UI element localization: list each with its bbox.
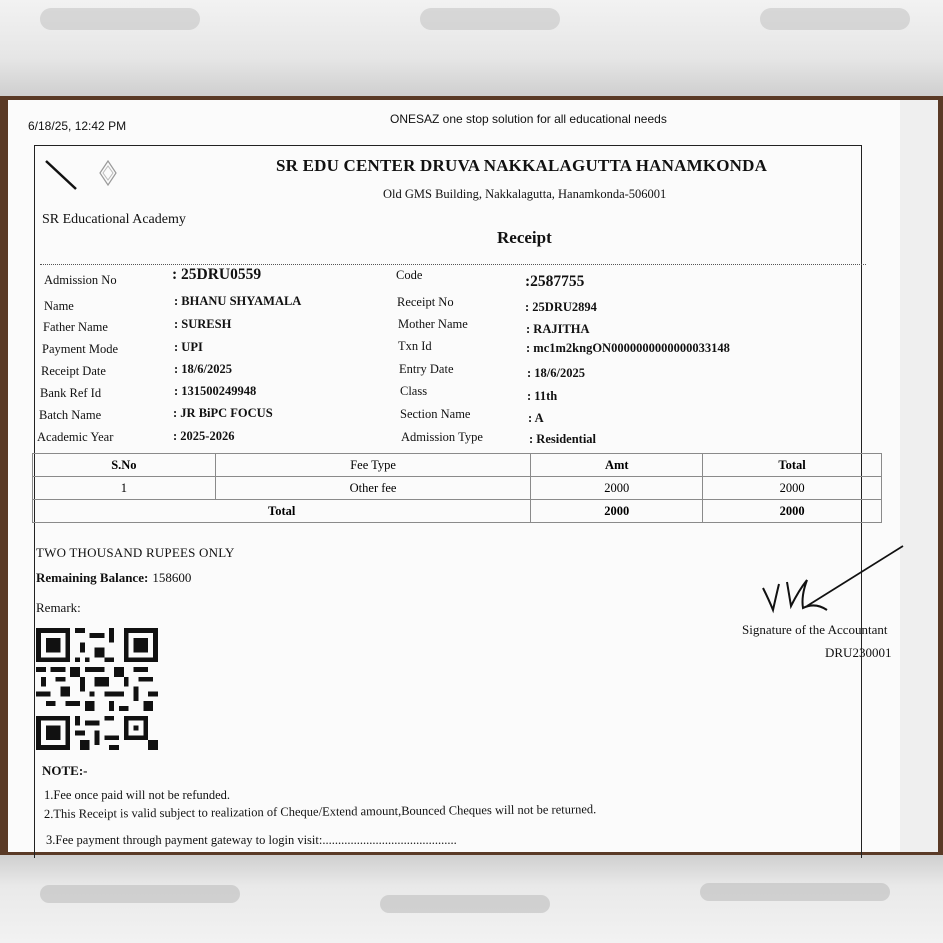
header-divider	[40, 264, 866, 265]
code-label: Code	[396, 268, 423, 282]
txn-id-label: Txn Id	[398, 339, 432, 353]
bank-ref-value: : 131500249948	[174, 384, 257, 398]
accountant-code: DRU230001	[825, 645, 892, 660]
blurred-background-top	[0, 0, 943, 96]
admission-no-label: Admission No	[44, 273, 117, 287]
col-header-total: Total	[703, 454, 882, 477]
qr-code-icon	[36, 628, 158, 750]
name-value: : BHANU SHYAMALA	[174, 294, 302, 308]
note-title: NOTE:-	[42, 763, 88, 778]
receipt-no-value: : 25DRU2894	[525, 300, 597, 314]
amount-in-words: TWO THOUSAND RUPEES ONLY	[36, 545, 235, 560]
bank-ref-label: Bank Ref Id	[40, 386, 102, 400]
receipt-date-label: Receipt Date	[41, 364, 106, 378]
col-header-sno: S.No	[33, 454, 216, 477]
accountant-signature	[755, 540, 915, 620]
name-label: Name	[44, 299, 74, 313]
note-item: 2.This Receipt is valid subject to realization of Cheque/Extend amount,Bounced Cheques will not be returned.	[43, 802, 597, 821]
mother-name-value: : RAJITHA	[526, 322, 590, 336]
class-label: Class	[400, 384, 428, 398]
blur-smudge	[760, 8, 910, 30]
txn-id-value: : mc1m2kngON0000000000000033148	[526, 341, 730, 355]
fee-table-total-row	[33, 500, 882, 523]
cell-total: 2000	[703, 477, 882, 500]
paper-edge	[900, 100, 938, 852]
blur-smudge	[40, 885, 240, 903]
remaining-balance-label: Remaining Balance:	[36, 570, 149, 585]
father-name-label: Father Name	[43, 320, 108, 334]
remark-label: Remark:	[36, 600, 81, 615]
note-item: 1.Fee once paid will not be refunded.	[44, 788, 231, 802]
academy-logo	[40, 155, 130, 205]
section-value: : A	[528, 411, 544, 425]
blur-smudge	[700, 883, 890, 901]
academic-year-label: Academic Year	[37, 430, 114, 444]
institution-address: Old GMS Building, Nakkalagutta, Hanamkonda-506001	[383, 187, 667, 201]
receipt-title: Receipt	[497, 228, 552, 247]
note-item: 3.Fee payment through payment gateway to login visit:...........................................	[46, 833, 457, 847]
cell-fee-type: Other fee	[215, 477, 531, 500]
class-value: : 11th	[527, 389, 558, 403]
blur-smudge	[420, 8, 560, 30]
receipt-no-label: Receipt No	[397, 295, 454, 309]
mother-name-label: Mother Name	[398, 317, 468, 331]
blur-smudge	[380, 895, 550, 913]
batch-name-value: : JR BiPC FOCUS	[173, 406, 273, 420]
remaining-balance-value: 158600	[152, 570, 192, 585]
table-row	[33, 477, 882, 500]
father-name-value: : SURESH	[174, 317, 232, 331]
logo-text: SR Educational Academy	[42, 212, 186, 227]
entry-date-value: : 18/6/2025	[527, 366, 585, 380]
col-header-fee-type: Fee Type	[215, 454, 531, 477]
total-total: 2000	[703, 500, 882, 523]
admission-type-label: Admission Type	[401, 430, 483, 444]
cell-sno: 1	[33, 477, 216, 500]
admission-no-value: : 25DRU0559	[172, 266, 262, 283]
code-value: :2587755	[525, 273, 585, 290]
blur-smudge	[40, 8, 200, 30]
total-label: Total	[33, 500, 531, 523]
col-header-amt: Amt	[531, 454, 703, 477]
admission-type-value: : Residential	[529, 432, 597, 446]
receipt-date-value: : 18/6/2025	[174, 362, 232, 376]
total-amt: 2000	[531, 500, 703, 523]
print-site-title: ONESAZ one stop solution for all educational needs	[390, 112, 667, 126]
print-datetime: 6/18/25, 12:42 PM	[28, 119, 127, 133]
academic-year-value: : 2025-2026	[173, 429, 235, 443]
batch-name-label: Batch Name	[39, 408, 102, 422]
blurred-background-bottom	[0, 855, 943, 943]
institution-name: SR EDU CENTER DRUVA NAKKALAGUTTA HANAMKONDA	[276, 156, 768, 175]
payment-mode-label: Payment Mode	[42, 342, 119, 356]
remaining-balance	[36, 569, 191, 587]
section-name-label: Section Name	[400, 407, 471, 421]
cell-amt: 2000	[531, 477, 703, 500]
entry-date-label: Entry Date	[399, 362, 454, 376]
payment-mode-value: : UPI	[174, 340, 203, 354]
signature-label: Signature of the Accountant	[742, 622, 888, 637]
fee-table	[32, 453, 882, 523]
fee-table-header	[33, 454, 882, 477]
